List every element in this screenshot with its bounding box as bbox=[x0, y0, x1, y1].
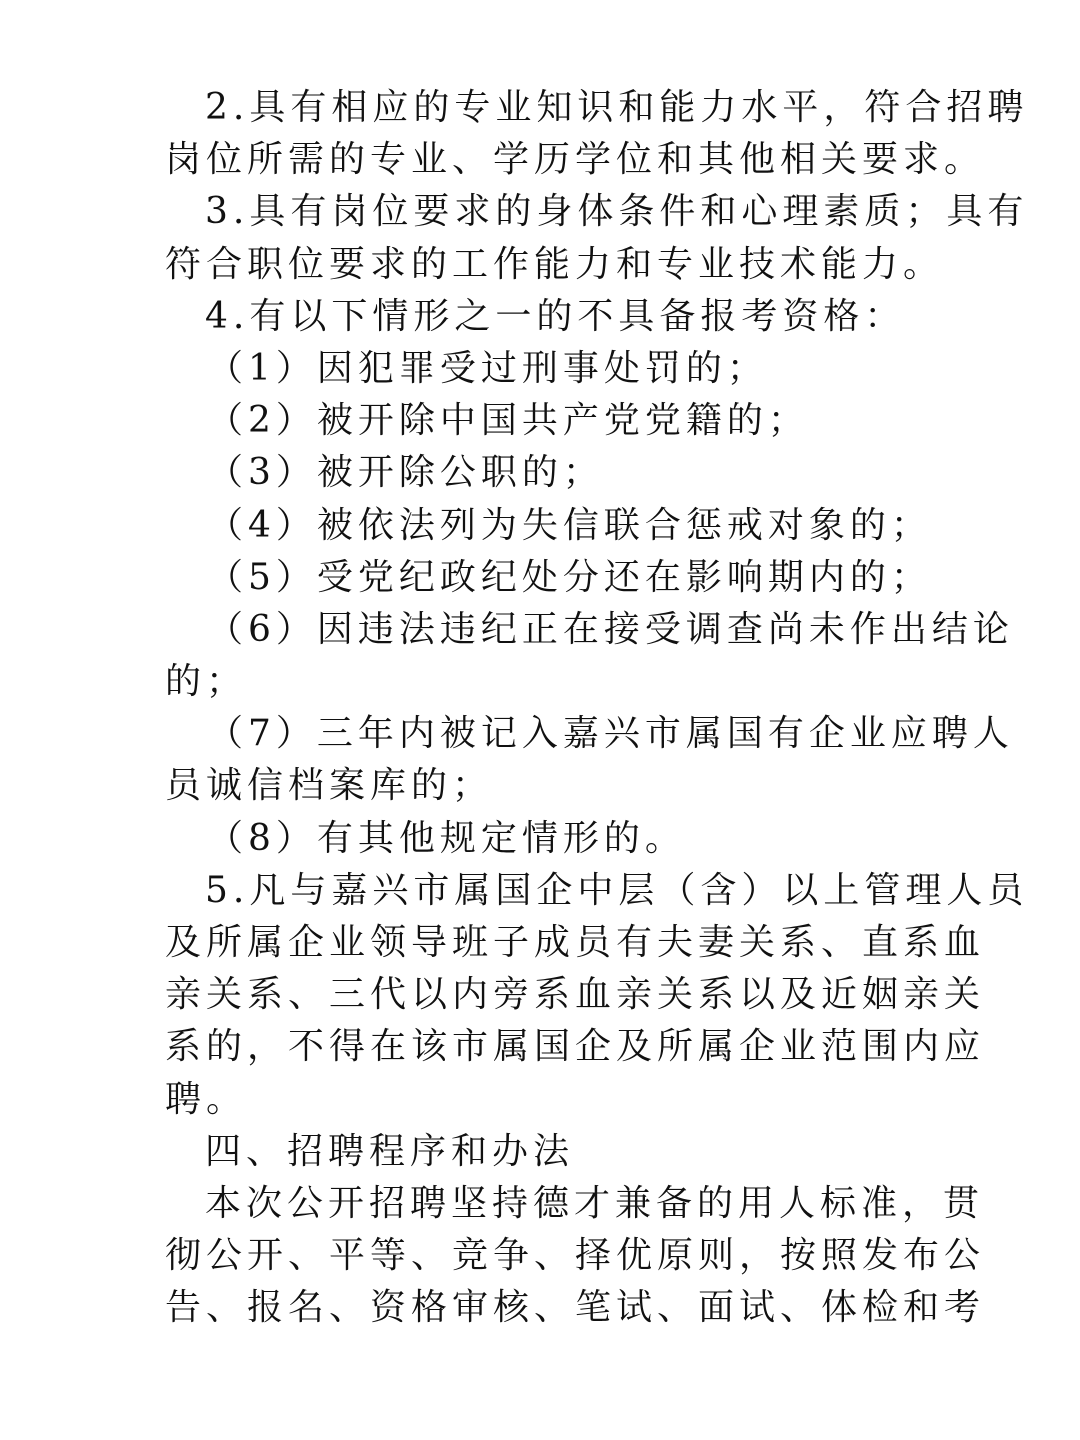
text-line: 5.凡与嘉兴市属国企中层（含）以上管理人员 bbox=[205, 869, 1029, 911]
text-line: 及所属企业领导班子成员有夫妻关系、直系血 bbox=[165, 922, 986, 963]
text-line: 彻公开、平等、竞争、择优原则，按照发布公 bbox=[165, 1235, 986, 1277]
text-line: 亲关系、三代以内旁系血亲关系以及近姻亲关 bbox=[165, 974, 986, 1016]
text-line: （3）被开除公职的； bbox=[207, 452, 604, 494]
text-line: 员诚信档案库的； bbox=[165, 765, 494, 807]
document-body bbox=[165, 82, 1029, 1335]
section-heading: 四、招聘程序和办法 bbox=[205, 1130, 575, 1172]
text-line: （7）三年内被记入嘉兴市属国有企业应聘人 bbox=[207, 713, 1014, 755]
text-line: 3.具有岗位要求的身体条件和心理素质；具有 bbox=[205, 191, 1029, 233]
text-line: （5）受党纪政纪处分还在影响期内的； bbox=[207, 556, 932, 598]
text-line: 符合职位要求的工作能力和专业技术能力。 bbox=[165, 243, 945, 285]
text-line: （1）因犯罪受过刑事处罚的； bbox=[207, 347, 768, 389]
text-line: （2）被开除中国共产党党籍的； bbox=[207, 400, 809, 442]
text-line: 系的，不得在该市属国企及所属企业范围内应 bbox=[165, 1026, 986, 1068]
text-line: （8）有其他规定情形的。 bbox=[207, 817, 686, 859]
text-line: 聘。 bbox=[165, 1078, 248, 1120]
text-line: 的； bbox=[165, 661, 248, 703]
text-line: 告、报名、资格审核、笔试、面试、体检和考 bbox=[165, 1287, 986, 1329]
text-line: 岗位所需的专业、学历学位和其他相关要求。 bbox=[165, 139, 986, 181]
text-line: （4）被依法列为失信联合惩戒对象的； bbox=[207, 504, 932, 546]
text-line: 2.具有相应的专业知识和能力水平，符合招聘 bbox=[205, 87, 1029, 128]
text-line: （6）因违法违纪正在接受调查尚未作出结论 bbox=[207, 608, 1014, 650]
text-line: 本次公开招聘坚持德才兼备的用人标准，贯 bbox=[205, 1182, 985, 1224]
text-line: 4.有以下情形之一的不具备报考资格： bbox=[205, 295, 906, 337]
